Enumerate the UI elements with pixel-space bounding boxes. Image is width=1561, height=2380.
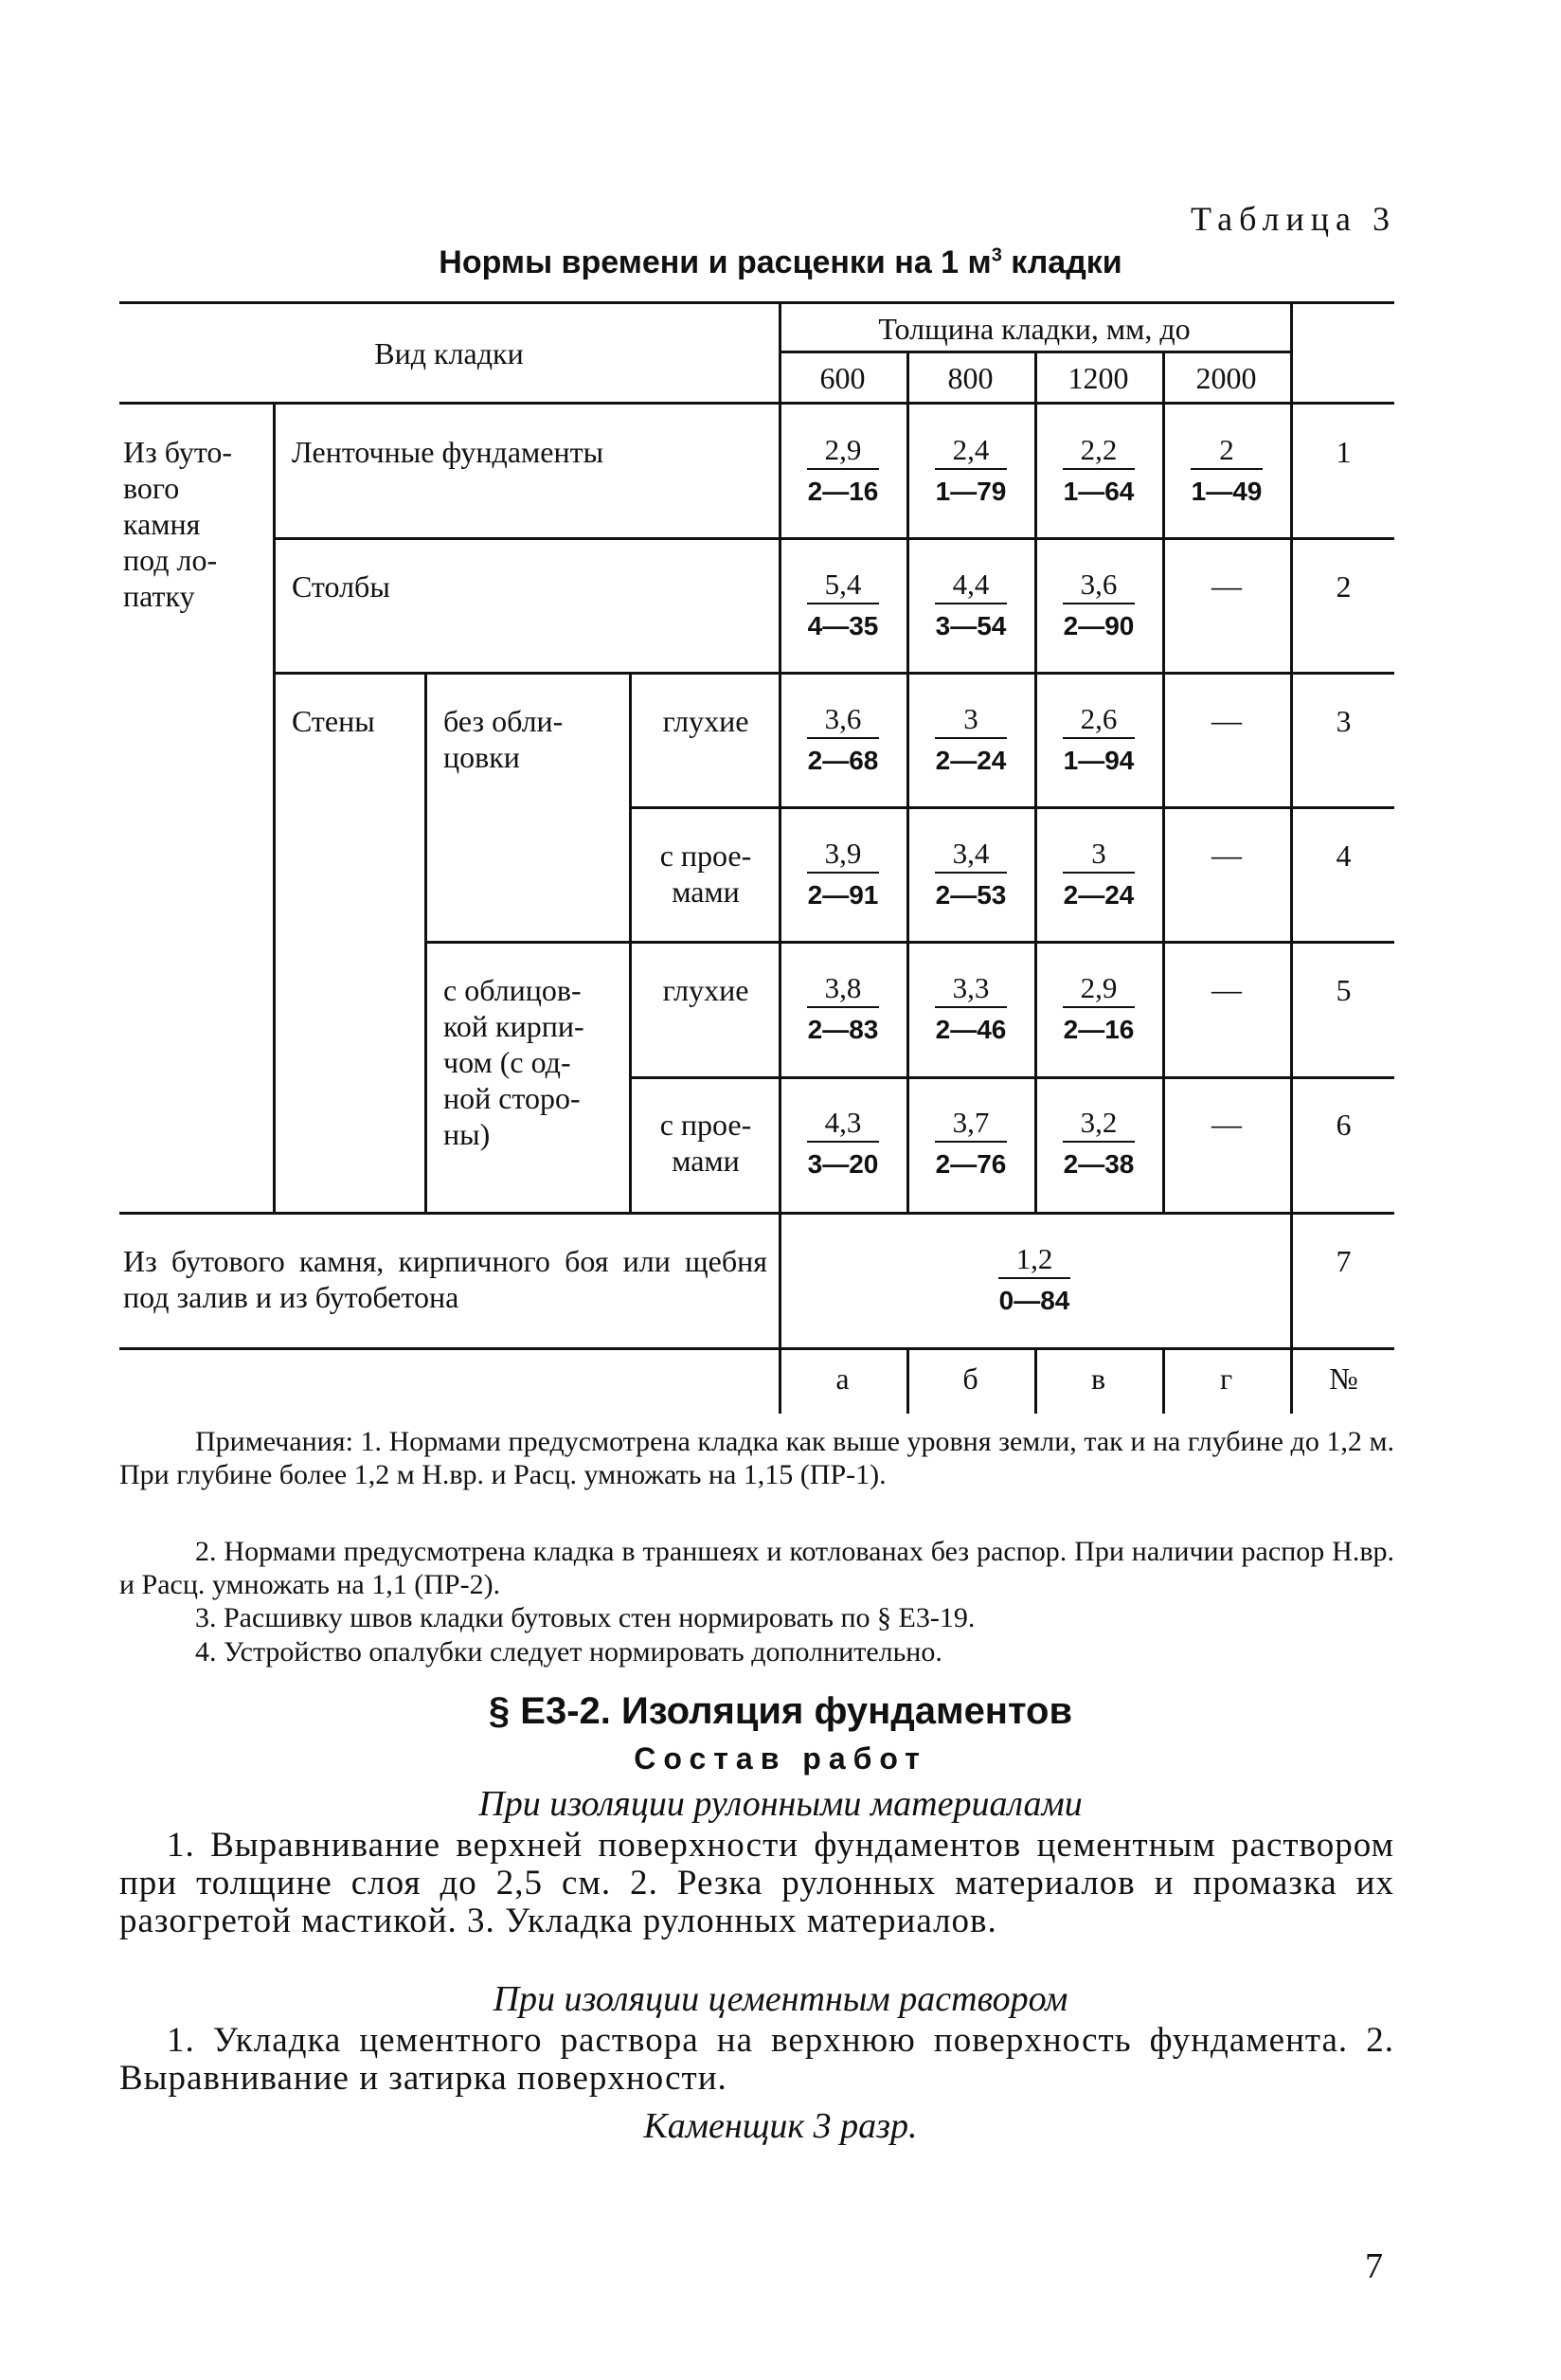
col-800-body — [906, 402, 909, 1213]
row3-600-norm: 3,6 — [807, 701, 879, 739]
row3-800-rate: 2—24 — [935, 746, 1007, 775]
row1-2000-rate: 1—49 — [1191, 477, 1263, 506]
header-thickness: Толщина кладки, мм, до — [878, 312, 1191, 346]
row3-val-1200 — [1042, 701, 1156, 779]
row1-1200-rate: 1—64 — [1063, 477, 1135, 506]
row3-600-rate: 2—68 — [807, 746, 879, 775]
row2-number: 2 — [1336, 569, 1352, 604]
row6-800-norm: 3,7 — [935, 1105, 1007, 1143]
row1-val-800 — [914, 432, 1028, 510]
with-facing-label: с облицов- кой кирпи- чом (с од- ной сторо- ны) — [443, 973, 584, 1151]
footer-col-v-label: в — [1090, 1361, 1106, 1396]
row2-rule — [273, 672, 1394, 675]
row5-600-rate: 2—83 — [807, 1015, 879, 1044]
note-3: 3. Расшивку швов кладки бутовых стен нормировать по § Е3-19. — [195, 1602, 976, 1633]
row6-dash: — — [1211, 1107, 1242, 1141]
note-2: 2. Нормами предусмотрена кладка в траншеях и котлованах без распор. При наличии распор Н.вр. и Расц. умножать на 1,1 (ПР-2). — [119, 1536, 1394, 1600]
row1-1200-norm: 2,2 — [1063, 432, 1135, 470]
row3-number: 3 — [1336, 704, 1352, 738]
header-col-1200: 1200 — [1068, 361, 1129, 395]
group-col-right — [273, 402, 276, 1213]
table-label: Таблица 3 — [1191, 200, 1396, 238]
row2-val-600 — [786, 567, 900, 644]
row6-val-600 — [786, 1105, 900, 1182]
col-1200-body — [1034, 402, 1037, 1213]
row1-600-rate: 2—16 — [807, 477, 879, 506]
row1-rule — [273, 537, 1394, 540]
row1-val-600 — [786, 432, 900, 510]
row4-val-1200 — [1042, 836, 1156, 913]
row1-600-norm: 2,9 — [807, 432, 879, 470]
row3-800-norm: 3 — [935, 701, 1007, 739]
row3-1200-rate: 1—94 — [1063, 746, 1135, 775]
row6-1200-norm: 3,2 — [1063, 1105, 1135, 1143]
table-title-sup: 3 — [991, 244, 1002, 266]
row7-norm: 1,2 — [998, 1241, 1070, 1279]
paragraph-rolled: 1. Выравнивание верхней поверхности фундаментов цементным раствором при толщине слоя до 2,5 см. 2. Резка рулонных материалов и промазка их разогретой мастикой. 3. Укладка рулонных материалов. — [119, 1826, 1394, 1940]
row3-1200-norm: 2,6 — [1063, 701, 1135, 739]
composition-heading: Состав работ — [634, 1741, 927, 1776]
row5-number: 5 — [1336, 973, 1352, 1007]
row2-val-1200 — [1042, 567, 1156, 644]
note-1: Примечания: 1. Нормами предусмотрена кладка как выше уровня земли, так и на глубине до 1,2 м. При глубине более 1,2 м Н.вр. и Расц. умножать на 1,15 (ПР-1). — [119, 1426, 1394, 1490]
paragraph-cement: 1. Укладка цементного раствора на верхнюю поверхность фундамента. 2. Выравнивание и затирка поверхности. — [119, 2021, 1394, 2098]
header-kind: Вид кладки — [374, 336, 524, 370]
row2-600-norm: 5,4 — [807, 567, 879, 604]
row6-val-1200 — [1042, 1105, 1156, 1182]
row5-1200-rate: 2—16 — [1063, 1015, 1135, 1044]
row3-rule — [629, 806, 1394, 809]
row4-subtype: с прое- мами — [659, 838, 752, 909]
row5-val-1200 — [1042, 970, 1156, 1048]
walls-label: Стены — [292, 704, 375, 738]
walls-col-right — [424, 672, 427, 1213]
footer-col-g-label: г — [1219, 1361, 1233, 1396]
row3-val-800 — [914, 701, 1028, 779]
worker-grade: Каменщик 3 разр. — [643, 2106, 918, 2146]
row7-val — [978, 1241, 1091, 1319]
subheading-cement: При изоляции цементным раствором — [493, 1979, 1068, 2019]
row4-dash: — — [1211, 838, 1242, 872]
row2-label: Столбы — [292, 569, 390, 604]
row6-600-rate: 3—20 — [807, 1149, 879, 1179]
row3-dash: — — [1211, 703, 1242, 737]
row1-val-1200 — [1042, 432, 1156, 510]
row2-600-rate: 4—35 — [807, 611, 879, 640]
row2-800-norm: 4,4 — [935, 567, 1007, 604]
footer-col-b-label: б — [962, 1361, 978, 1396]
header-bottom-rule — [119, 402, 1394, 405]
row7-label: Из бутового камня, кирпичного боя или щебня под залив и из бутобетона — [123, 1244, 767, 1314]
row4-val-800 — [914, 836, 1028, 913]
table-title-text: Нормы времени и расценки на 1 м — [439, 244, 992, 280]
row2-800-rate: 3—54 — [935, 611, 1007, 640]
row4-600-norm: 3,9 — [807, 836, 879, 874]
col-2000-body — [1162, 402, 1165, 1213]
page-number: 7 — [1365, 2246, 1383, 2286]
row2-1200-norm: 3,6 — [1063, 567, 1135, 604]
row1-val-2000 — [1170, 432, 1283, 510]
row4-800-norm: 3,4 — [935, 836, 1007, 874]
row6-600-norm: 4,3 — [807, 1105, 879, 1143]
row5-800-rate: 2—46 — [935, 1015, 1007, 1044]
row6-rule — [119, 1212, 1394, 1215]
section-title: § Е3-2. Изоляция фундаментов — [488, 1690, 1073, 1732]
row1-800-rate: 1—79 — [935, 477, 1007, 506]
row7-rate: 0—84 — [998, 1286, 1070, 1315]
header-col-800: 800 — [947, 361, 994, 395]
row4-val-600 — [786, 836, 900, 913]
row5-dash: — — [1211, 972, 1242, 1006]
footer-col-a: а — [835, 1361, 850, 1396]
subtype-col-right — [629, 672, 632, 1213]
row5-val-600 — [786, 970, 900, 1048]
row3-val-600 — [786, 701, 900, 779]
subheading-rolled: При изоляции рулонными материалами — [478, 1784, 1083, 1824]
row1-2000-norm: 2 — [1191, 432, 1263, 470]
row5-1200-norm: 2,9 — [1063, 970, 1135, 1008]
row4-800-rate: 2—53 — [935, 880, 1007, 910]
row5-800-norm: 3,3 — [935, 970, 1007, 1008]
row6-subtype: с прое- мами — [659, 1108, 752, 1178]
table-title — [0, 244, 1561, 281]
group-label: Из буто- вого камня под ло- патку — [123, 435, 233, 613]
row5-600-norm: 3,8 — [807, 970, 879, 1008]
row1-800-norm: 2,4 — [935, 432, 1007, 470]
table-top-rule — [119, 301, 1394, 304]
row7-number: 7 — [1336, 1244, 1352, 1278]
row6-800-rate: 2—76 — [935, 1149, 1007, 1179]
col-600-left — [779, 301, 781, 1414]
row4-1200-norm: 3 — [1063, 836, 1135, 874]
footer-col-num: № — [1329, 1361, 1358, 1396]
row2-1200-rate: 2—90 — [1063, 611, 1135, 640]
row4-rule — [424, 941, 1394, 944]
row3-subtype: глухие — [662, 704, 749, 738]
header-col-600: 600 — [819, 361, 866, 395]
row5-val-800 — [914, 970, 1028, 1048]
row4-number: 4 — [1336, 838, 1352, 873]
row5-rule — [629, 1076, 1394, 1079]
row4-600-rate: 2—91 — [807, 880, 879, 910]
no-facing-label: без обли- цовки — [443, 704, 564, 774]
header-col-2000: 2000 — [1195, 361, 1257, 395]
row6-number: 6 — [1336, 1108, 1352, 1142]
row2-val-800 — [914, 567, 1028, 644]
row6-val-800 — [914, 1105, 1028, 1182]
row1-label: Ленточные фундаменты — [292, 435, 604, 469]
row1-number: 1 — [1336, 435, 1352, 469]
row2-dash: — — [1211, 568, 1242, 603]
row5-subtype: глухие — [662, 973, 749, 1007]
row7-rule — [119, 1347, 1394, 1350]
table-title-tail: кладки — [1011, 244, 1122, 280]
row6-1200-rate: 2—38 — [1063, 1149, 1135, 1179]
row4-1200-rate: 2—24 — [1063, 880, 1135, 910]
note-4: 4. Устройство опалубки следует нормировать дополнительно. — [195, 1636, 942, 1668]
